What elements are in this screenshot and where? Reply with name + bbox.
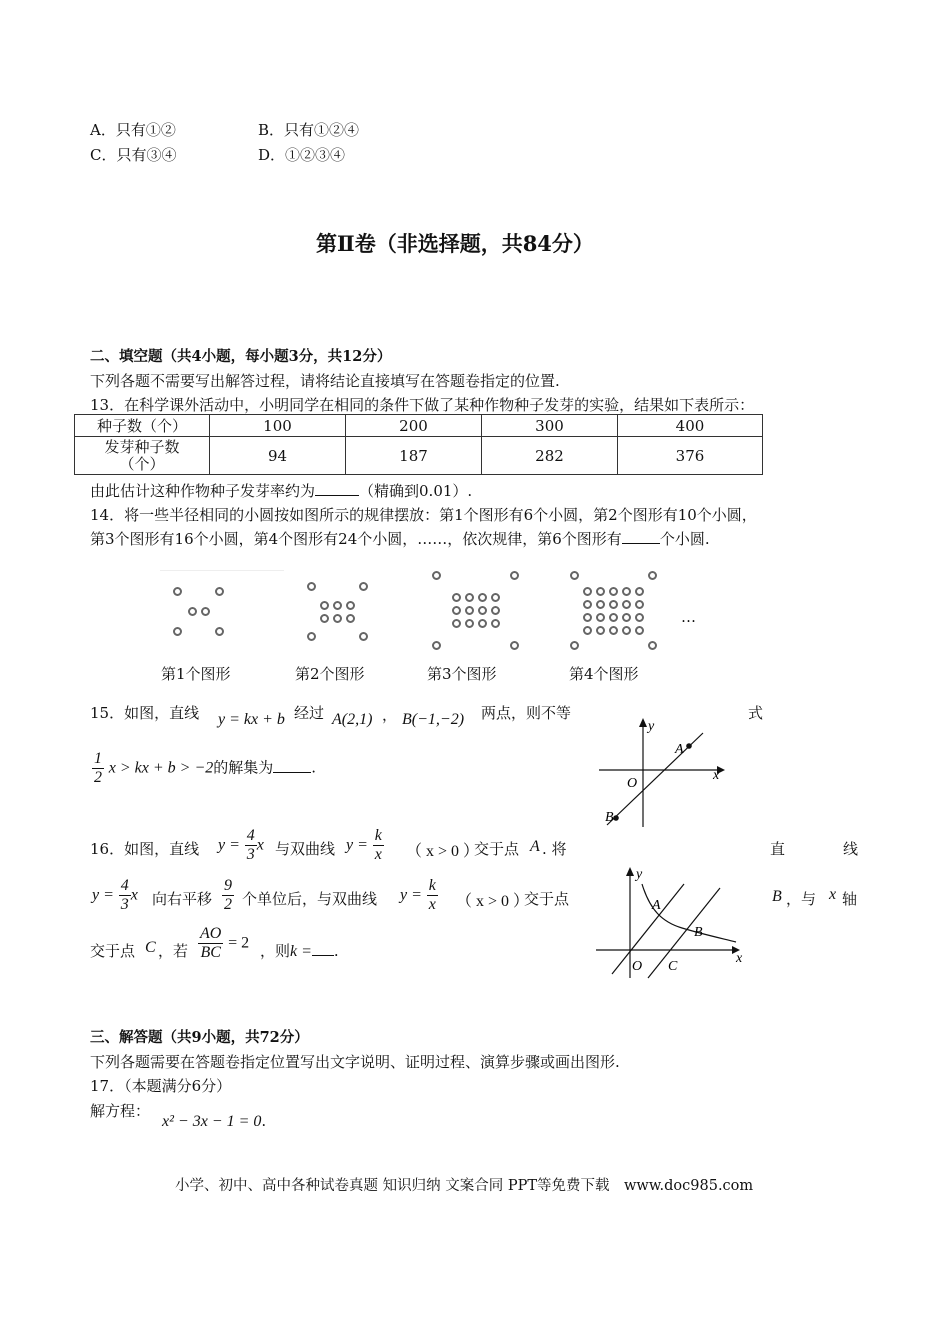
q16-meet-a: 交于点: [474, 840, 520, 858]
circle-icon: [188, 607, 197, 616]
section2-header: 二、填空题（共4小题，每小题3分，共12分）: [90, 348, 392, 365]
fraction-denominator: 2: [224, 896, 232, 913]
q13-precision: （精确到0.01）.: [359, 482, 473, 500]
fraction-numerator: k: [374, 827, 382, 844]
q15-prefix: 15．如图，直线: [90, 704, 200, 722]
origin-label: O: [627, 776, 638, 791]
q15-period: .: [311, 758, 317, 777]
q17-prompt: 解方程：: [90, 1102, 151, 1120]
table-row: [75, 415, 763, 437]
arrow-icon: [639, 718, 647, 727]
fraction-k-over-x: [427, 877, 438, 914]
table-cell: 94: [210, 437, 346, 475]
q16-line-eq-2: [92, 877, 138, 914]
q15-solution-text: 的解集为: [213, 758, 274, 777]
option-d: D．①②③④: [258, 146, 346, 164]
q17-equation-expr: x² − 3x − 1 = 0: [162, 1113, 262, 1130]
q16-point-a: A: [530, 838, 540, 855]
point-c-label: C: [668, 959, 678, 974]
origin-label: O: [632, 959, 643, 974]
circle-icon: [583, 587, 592, 596]
circle-icon: [583, 600, 592, 609]
circle-icon: [609, 587, 618, 596]
circle-icon: [432, 571, 441, 580]
q13-after: [90, 480, 472, 501]
germinated-label-line2: （个）: [119, 454, 165, 473]
figure-caption-3: 第3个图形: [427, 665, 497, 683]
q16-period: .: [333, 942, 339, 960]
q16-meet-b: 交于点: [524, 890, 570, 908]
q17-equation: [162, 1112, 266, 1131]
answer-blank: [312, 941, 334, 956]
point-b-label: B: [605, 810, 614, 825]
circle-icon: [465, 619, 474, 628]
q16-then: [260, 940, 339, 961]
q16-point-b: B: [772, 888, 782, 905]
circle-icon: [609, 626, 618, 635]
section2-instruction: 下列各题不需要写出解答过程，请将结论直接填写在答题卷指定的位置.: [90, 372, 560, 390]
q16-ratio: [198, 925, 249, 962]
fraction-numerator: 4: [120, 877, 129, 894]
circle-icon: [635, 626, 644, 635]
answer-blank: [315, 481, 359, 496]
q16-jiang: . 将: [542, 840, 567, 858]
figure-caption-4: 第4个图形: [569, 665, 639, 683]
circle-icon: [596, 600, 605, 609]
circle-icon: [465, 593, 474, 602]
fraction-numerator: AO: [200, 925, 222, 942]
fraction-four-thirds: [119, 877, 131, 914]
circle-icon: [609, 613, 618, 622]
q16-equals-two: = 2: [228, 934, 250, 952]
fraction-four-thirds: [245, 827, 257, 864]
germinated-label-line1: 发芽种子数: [104, 437, 180, 456]
circle-icon: [478, 593, 487, 602]
q16-ruo: ，若: [158, 942, 189, 960]
figure-caption-1: 第1个图形: [161, 665, 231, 683]
circle-icon: [622, 613, 631, 622]
q13-after-text: 由此估计这种作物种子发芽率约为: [90, 482, 316, 500]
circle-icon: [452, 606, 461, 615]
circle-icon: [478, 619, 487, 628]
circle-icon: [465, 606, 474, 615]
point-a-label: A: [675, 742, 684, 757]
q15-point-b: B(−1,−2): [402, 711, 465, 728]
q16-then-text: ，则: [260, 942, 291, 960]
point-b-dot: [613, 815, 619, 821]
circle-icon: [452, 619, 461, 628]
q14-line2-end: 个小圆.: [659, 530, 710, 548]
q15-two-points: 两点，则不等: [481, 704, 572, 722]
circle-icon: [215, 627, 224, 636]
circle-icon: [570, 641, 579, 650]
y-label: y: [648, 719, 655, 734]
y-label: y: [636, 867, 643, 882]
fraction-numerator: 4: [246, 827, 255, 844]
circle-icon: [307, 582, 316, 591]
circle-icon: [491, 593, 500, 602]
q15-shi: 式: [748, 704, 764, 722]
q16-units-after: 个单位后，与双曲线: [242, 890, 378, 908]
q17-period: .: [261, 1112, 267, 1130]
fraction-nine-halves: [222, 877, 234, 914]
fraction-denominator: x: [374, 846, 382, 863]
circle-icon: [333, 614, 342, 623]
fraction-denominator: 3: [246, 846, 255, 863]
q17-title: 17．（本题满分6分）: [90, 1077, 232, 1095]
q16-hyperbola-eq-2: [400, 877, 438, 914]
q16-condition: （ x > 0 ）: [406, 843, 480, 860]
q15-passes: 经过: [294, 704, 325, 722]
circle-icon: [359, 582, 368, 591]
fraction-k-over-x: [373, 827, 384, 864]
circle-icon: [622, 626, 631, 635]
circle-icon: [359, 632, 368, 641]
circle-icon: [596, 613, 605, 622]
circle-icon: [491, 619, 500, 628]
fraction-denominator: BC: [200, 944, 221, 961]
circle-icon: [609, 600, 618, 609]
section3-header: 三、解答题（共9小题，共72分）: [90, 1029, 309, 1046]
q13-table: [74, 414, 763, 475]
fraction-denominator: 3: [120, 896, 129, 913]
circle-icon: [173, 587, 182, 596]
section3-instruction: 下列各题需要在答题卷指定位置写出文字说明、证明过程、演算步骤或画出图形.: [90, 1053, 620, 1071]
q13-text: 13．在科学课外活动中，小明同学在相同的条件下做了某种作物种子发芽的实验，结果如下表所示：: [90, 396, 755, 414]
circle-icon: [648, 641, 657, 650]
q16-hyperbola-eq: [346, 827, 384, 864]
circle-icon: [622, 587, 631, 596]
q15-point-a: A(2,1): [332, 711, 373, 728]
q16-zhi: 直: [770, 840, 786, 858]
circle-icon: [583, 626, 592, 635]
circle-icon: [570, 571, 579, 580]
figure-caption-2: 第2个图形: [295, 665, 365, 683]
option-b: B．只有①②④: [258, 121, 360, 139]
table-cell: 282: [482, 437, 618, 475]
hyperbola-curve: [642, 884, 736, 942]
q16-y-eq: y =: [346, 836, 368, 854]
q16-x-symbol: x: [829, 886, 837, 903]
circle-icon: [596, 587, 605, 596]
q16-with-x: ，与: [786, 890, 817, 908]
q15-figure: [595, 715, 730, 830]
q16-k-eq: k =: [290, 943, 312, 960]
circle-icon: [320, 614, 329, 623]
q14-line1: 14．将一些半径相同的小圆按如图所示的规律摆放：第1个图形有6个小圆，第2个图形有10个小圆，: [90, 506, 757, 524]
circle-icon: [491, 606, 500, 615]
q16-point-c: C: [145, 939, 156, 956]
q16-x: x: [256, 836, 264, 854]
circle-icon: [215, 587, 224, 596]
table-row-label-germinated: [75, 437, 210, 475]
circle-icon: [320, 601, 329, 610]
fraction-numerator: 1: [94, 750, 102, 767]
circle-icon: [478, 606, 487, 615]
table-cell: 300: [482, 415, 618, 437]
q15-comma: ，: [382, 706, 398, 724]
circle-icon: [635, 587, 644, 596]
point-b-label: B: [694, 925, 703, 940]
fraction-one-half: [92, 750, 104, 787]
table-row: [75, 437, 763, 475]
circle-icon: [635, 600, 644, 609]
x-label: x: [713, 768, 720, 783]
circle-icon: [622, 600, 631, 609]
q16-line-eq: [218, 827, 264, 864]
circle-icon: [510, 571, 519, 580]
option-a: A．只有①②: [90, 121, 176, 139]
fraction-numerator: k: [428, 877, 436, 894]
point-a-dot: [686, 743, 692, 749]
circle-icon: [432, 641, 441, 650]
q16-figure: [590, 862, 750, 980]
answer-blank: [622, 529, 660, 544]
fraction-denominator: x: [428, 896, 436, 913]
q16-shift: 向右平移: [152, 890, 213, 908]
figure-divider: [160, 570, 284, 571]
point-a-label: A: [652, 898, 661, 913]
table-row-label-seeds: 种子数（个）: [75, 415, 210, 437]
q15-inequality: [92, 750, 316, 787]
option-c: C．只有③④: [90, 146, 177, 164]
circle-icon: [596, 626, 605, 635]
fraction-denominator: 2: [94, 769, 102, 786]
part2-title: 第Ⅱ卷（非选择题，共84分）: [316, 231, 594, 256]
circle-icon: [635, 613, 644, 622]
answer-blank: [273, 758, 311, 773]
q15-inequality-expr: x > kx + b > −2: [108, 759, 214, 777]
q15-line-equation: y = kx + b: [218, 711, 285, 728]
q16-condition-2: （ x > 0 ）: [456, 893, 530, 910]
q16-x: x: [130, 886, 138, 904]
circle-icon: [346, 614, 355, 623]
footer-text: 小学、初中、高中各种试卷真题 知识归纳 文案合同 PPT等免费下载 www.doc985.com: [175, 1178, 754, 1194]
table-cell: 400: [618, 415, 763, 437]
circle-icon: [510, 641, 519, 650]
circle-icon: [583, 613, 592, 622]
q16-meet-x: 交于点: [90, 942, 136, 960]
q14-line2-text: 第3个图形有16个小圆，第4个图形有24个小圆，……，依次规律，第6个图形有: [90, 530, 622, 548]
table-cell: 187: [346, 437, 482, 475]
q16-y-eq: y =: [218, 836, 240, 854]
circle-icon: [307, 632, 316, 641]
q16-y-eq: y =: [400, 886, 422, 904]
q16-axis: 轴: [842, 890, 858, 908]
x-label: x: [736, 951, 743, 966]
q14-ellipsis: …: [681, 608, 696, 626]
q16-with-hyperbola: 与双曲线: [275, 840, 336, 858]
circle-icon: [173, 627, 182, 636]
q16-y-eq: y =: [92, 886, 114, 904]
circle-icon: [648, 571, 657, 580]
fraction-numerator: 9: [224, 877, 232, 894]
arrow-icon: [626, 867, 634, 876]
q14-line2: [90, 528, 710, 549]
q16-intro: 16．如图，直线: [90, 840, 200, 858]
circle-icon: [333, 601, 342, 610]
circle-icon: [452, 593, 461, 602]
circle-icon: [346, 601, 355, 610]
q16-xian: 线: [843, 840, 859, 858]
fraction-ao-bc: [198, 925, 223, 962]
table-cell: 376: [618, 437, 763, 475]
table-cell: 200: [346, 415, 482, 437]
circle-icon: [201, 607, 210, 616]
table-cell: 100: [210, 415, 346, 437]
